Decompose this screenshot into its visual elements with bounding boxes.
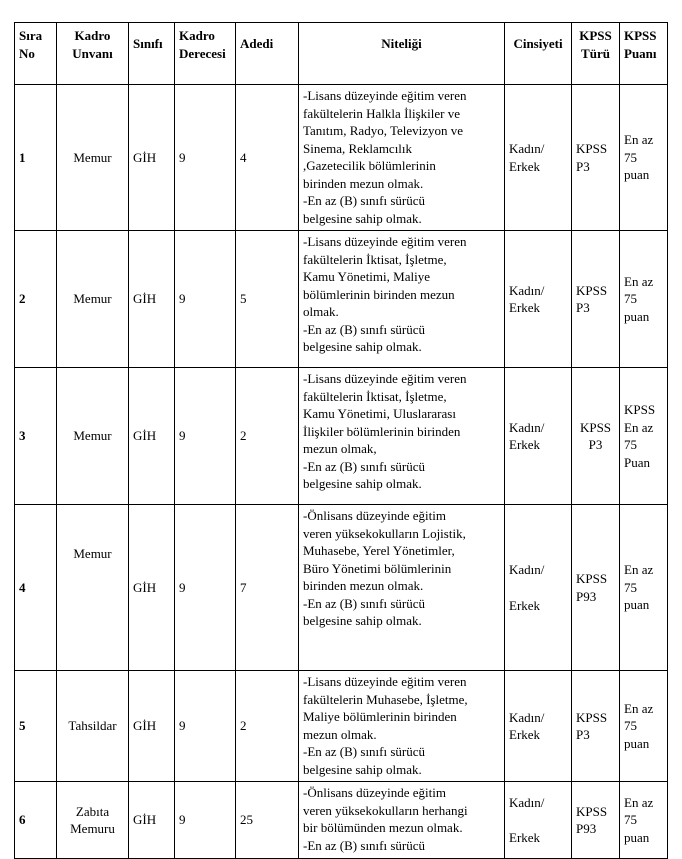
table-row xyxy=(15,368,668,505)
cell-kadro-derecesi: 9 xyxy=(175,782,236,859)
cell-niteligi: -Önlisans düzeyinde eğitim veren yüksekokulların herhangi bir bölümünden mezun olmak. -En az (B) sınıfı sürücü xyxy=(299,782,505,859)
cell-niteligi: -Lisans düzeyinde eğitim veren fakültelerin Muhasebe, İşletme, Maliye bölümlerinin birinden mezun olmak. -En az (B) sınıfı sürücü belgesine sahip olmak. xyxy=(299,671,505,782)
cell-kadro-derecesi: 9 xyxy=(175,505,236,671)
cell-kpss-puani: En az 75 puan xyxy=(620,231,668,368)
cell-sira-no: 2 xyxy=(15,231,57,368)
cell-kpss-turu: KPSS P3 xyxy=(572,231,620,368)
cell-adedi: 2 xyxy=(236,368,299,505)
cell-kpss-puani: KPSS En az 75 Puan xyxy=(620,368,668,505)
cell-kadro-derecesi: 9 xyxy=(175,368,236,505)
cell-sinifi: GİH xyxy=(129,85,175,231)
cell-niteligi: -Lisans düzeyinde eğitim veren fakültelerin İktisat, İşletme, Kamu Yönetimi, Maliye bölümlerinin birinden mezun olmak. -En az (B) sınıfı sürücü belgesine sahip olmak. xyxy=(299,231,505,368)
cell-kpss-turu: KPSS P3 xyxy=(572,671,620,782)
cell-kadro-unvani: Memur xyxy=(57,85,129,231)
table-row xyxy=(15,85,668,231)
cell-kpss-puani: En az 75 puan xyxy=(620,782,668,859)
cell-cinsiyeti: Kadın/ Erkek xyxy=(505,85,572,231)
header-row xyxy=(15,23,668,85)
cell-kpss-turu: KPSS P93 xyxy=(572,505,620,671)
cell-kadro-unvani: Zabıta Memuru xyxy=(57,782,129,859)
cell-sinifi: GİH xyxy=(129,782,175,859)
cell-adedi: 2 xyxy=(236,671,299,782)
cell-sira-no: 5 xyxy=(15,671,57,782)
cell-sinifi: GİH xyxy=(129,671,175,782)
cell-kpss-turu: KPSS P3 xyxy=(572,368,620,505)
cell-kpss-puani: En az 75 puan xyxy=(620,85,668,231)
header-niteligi: Niteliği xyxy=(299,23,505,85)
cell-kpss-turu: KPSS P93 xyxy=(572,782,620,859)
cell-cinsiyeti: Kadın/ Erkek xyxy=(505,782,572,859)
cell-kadro-unvani: Memur xyxy=(57,505,129,671)
table-row xyxy=(15,505,668,671)
cell-sira-no: 6 xyxy=(15,782,57,859)
table-row xyxy=(15,231,668,368)
header-adedi: Adedi xyxy=(236,23,299,85)
cell-kadro-unvani: Memur xyxy=(57,368,129,505)
cell-cinsiyeti: Kadın/ Erkek xyxy=(505,368,572,505)
cell-kpss-puani: En az 75 puan xyxy=(620,505,668,671)
cell-cinsiyeti: Kadın/ Erkek xyxy=(505,231,572,368)
cell-kadro-unvani: Tahsildar xyxy=(57,671,129,782)
cell-niteligi: -Lisans düzeyinde eğitim veren fakültelerin Halkla İlişkiler ve Tanıtım, Radyo, Televizyon ve Sinema, Reklamcılık ,Gazetecilik bölümlerinin birinden mezun olmak. -En az (B) sınıfı sürücü belgesine sahip olmak. xyxy=(299,85,505,231)
cell-sinifi: GİH xyxy=(129,505,175,671)
cell-kadro-unvani: Memur xyxy=(57,231,129,368)
cell-niteligi: -Önlisans düzeyinde eğitim veren yüksekokulların Lojistik, Muhasebe, Yerel Yönetimler, Büro Yönetimi bölümlerinin birinden mezun olmak. -En az (B) sınıfı sürücü belgesine sahip olmak. xyxy=(299,505,505,671)
table-row xyxy=(15,782,668,859)
header-sira-no: Sıra No xyxy=(15,23,57,85)
header-kpss-puani: KPSS Puanı xyxy=(620,23,668,85)
header-kpss-turu: KPSS Türü xyxy=(572,23,620,85)
cell-niteligi: -Lisans düzeyinde eğitim veren fakültelerin İktisat, İşletme, Kamu Yönetimi, Uluslararası İlişkiler bölümlerinin birinden mezun olmak, -En az (B) sınıfı sürücü belgesine sahip olmak. xyxy=(299,368,505,505)
cell-sinifi: GİH xyxy=(129,368,175,505)
cell-kadro-derecesi: 9 xyxy=(175,671,236,782)
cell-adedi: 5 xyxy=(236,231,299,368)
kadro-table xyxy=(14,22,668,859)
cell-adedi: 7 xyxy=(236,505,299,671)
cell-sira-no: 4 xyxy=(15,505,57,671)
header-sinifi: Sınıfı xyxy=(129,23,175,85)
cell-adedi: 25 xyxy=(236,782,299,859)
cell-kadro-derecesi: 9 xyxy=(175,85,236,231)
cell-cinsiyeti: Kadın/ Erkek xyxy=(505,671,572,782)
cell-kadro-derecesi: 9 xyxy=(175,231,236,368)
cell-kpss-turu: KPSS P3 xyxy=(572,85,620,231)
cell-sira-no: 1 xyxy=(15,85,57,231)
cell-sinifi: GİH xyxy=(129,231,175,368)
table-row xyxy=(15,671,668,782)
header-kadro-derecesi: Kadro Derecesi xyxy=(175,23,236,85)
cell-kpss-puani: En az 75 puan xyxy=(620,671,668,782)
cell-sira-no: 3 xyxy=(15,368,57,505)
cell-adedi: 4 xyxy=(236,85,299,231)
header-cinsiyeti: Cinsiyeti xyxy=(505,23,572,85)
cell-cinsiyeti: Kadın/ Erkek xyxy=(505,505,572,671)
header-kadro-unvani: Kadro Unvanı xyxy=(57,23,129,85)
